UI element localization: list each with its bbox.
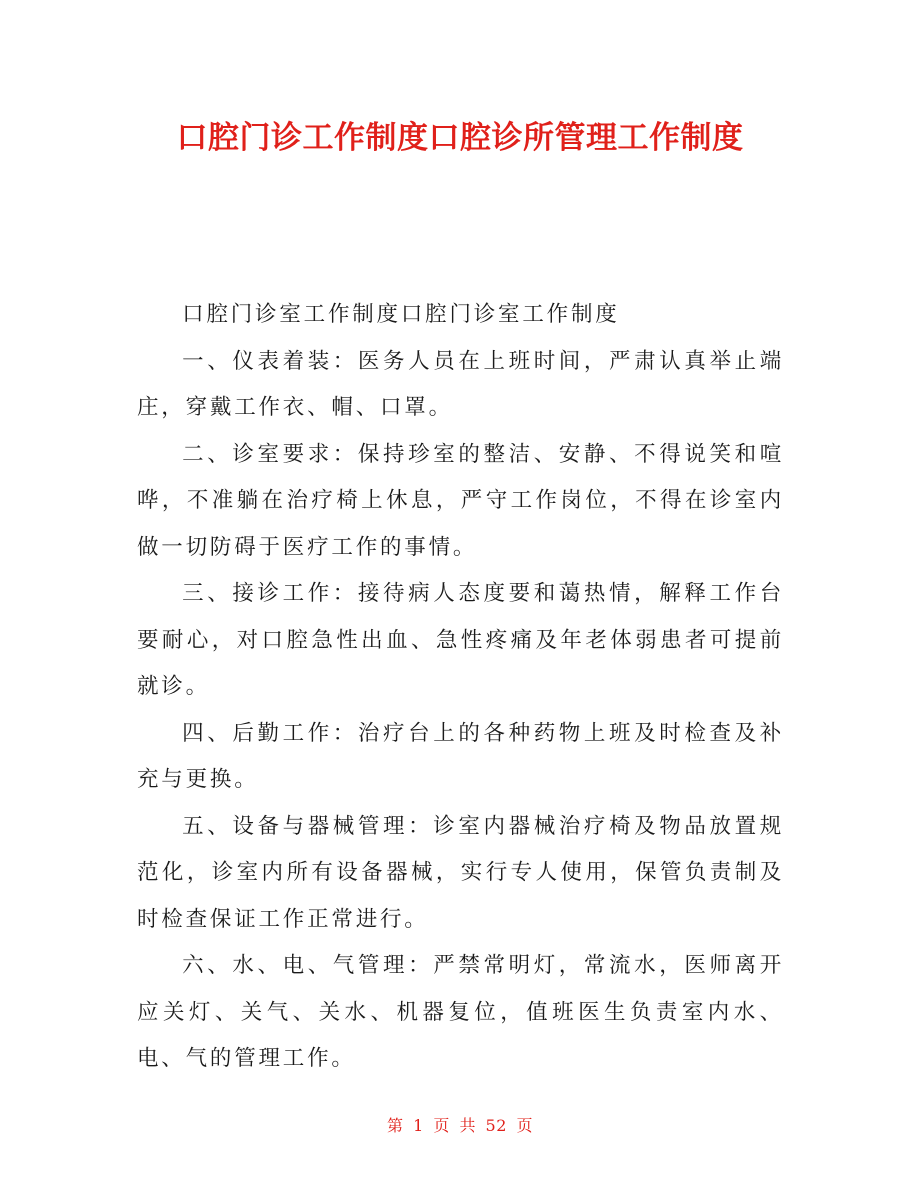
paragraph-dress-code: 一、仪表着装：医务人员在上班时间，严肃认真举止端庄，穿戴工作衣、帽、口罩。 bbox=[137, 348, 784, 420]
document-title: 口腔门诊工作制度口腔诊所管理工作制度 bbox=[176, 120, 744, 156]
page-number-footer: 第 1 页 共 52 页 bbox=[387, 1116, 533, 1135]
paragraph-room-requirements: 二、诊室要求：保持珍室的整洁、安静、不得说笑和喧哗，不准躺在治疗椅上休息，严守工作岗位，不得在诊室内做一切防碍于医疗工作的事情。 bbox=[137, 441, 784, 560]
document-body bbox=[137, 292, 784, 1083]
paragraph-heading: 口腔门诊室工作制度口腔门诊室工作制度 bbox=[182, 302, 620, 327]
paragraph-reception: 三、接诊工作：接待病人态度要和蔼热情，解释工作台要耐心，对口腔急性出血、急性疼痛及年老体弱患者可提前就诊。 bbox=[137, 581, 784, 699]
paragraph-logistics: 四、后勤工作：治疗台上的各种药物上班及时检查及补充与更换。 bbox=[137, 720, 784, 792]
paragraph-utilities: 六、水、电、气管理：严禁常明灯，常流水，医师离开应关灯、关气、关水、机器复位，值班医生负责室内水、电、气的管理工作。 bbox=[137, 953, 784, 1071]
paragraph-equipment: 五、设备与器械管理：诊室内器械治疗椅及物品放置规范化，诊室内所有设备器械，实行专人使用，保管负责制及时检查保证工作正常进行。 bbox=[137, 813, 784, 932]
